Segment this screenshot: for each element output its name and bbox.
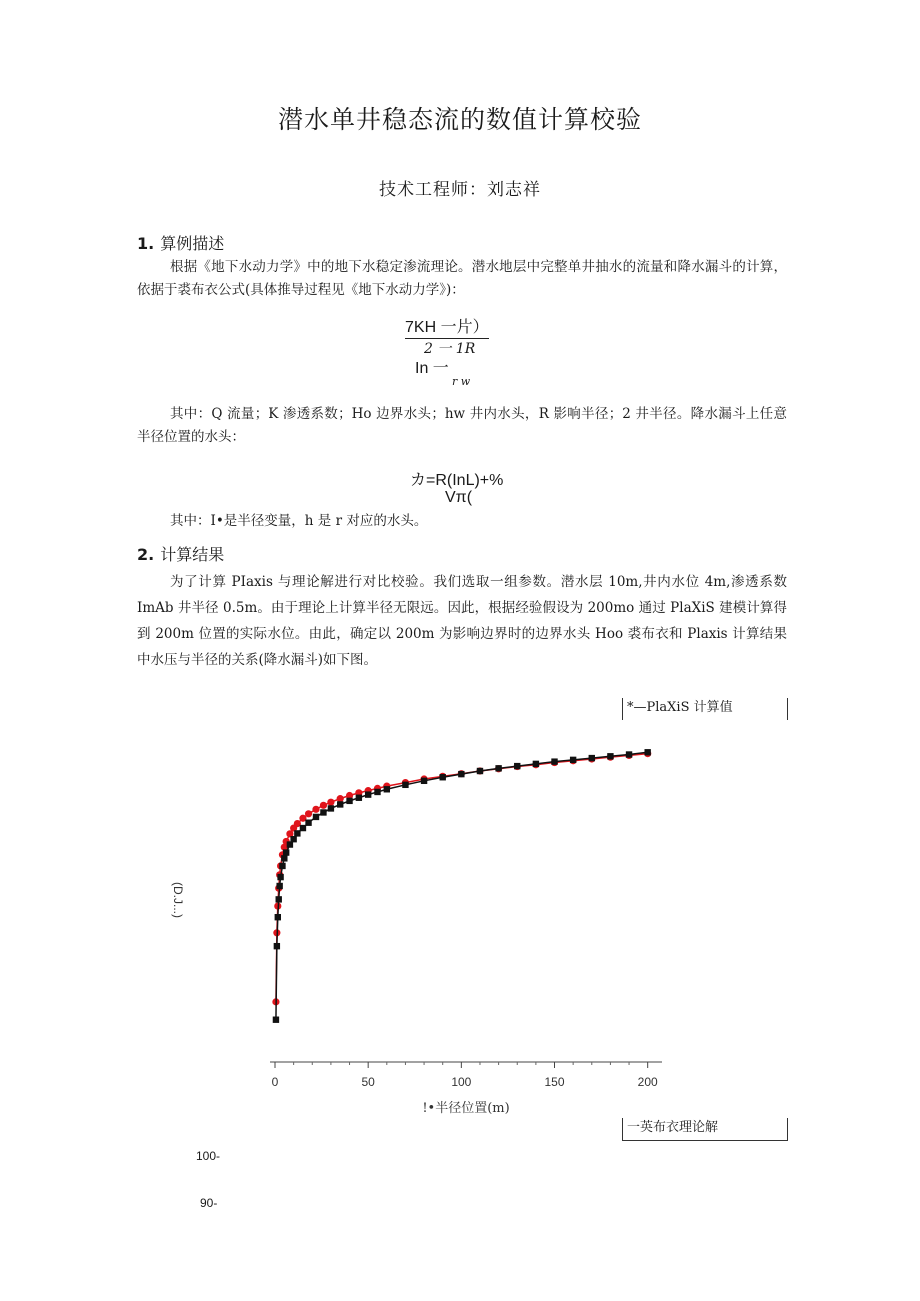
data-point <box>312 806 319 813</box>
data-point <box>276 896 282 902</box>
data-point <box>290 836 296 842</box>
data-point <box>273 1017 279 1023</box>
data-point <box>337 801 343 807</box>
legend-plaxis-label: *—PlaXiS 计算值 <box>627 700 733 715</box>
author-line: 技术工程师：刘志祥 <box>379 180 541 200</box>
formula1-numerator: 7KH 一片） <box>405 314 489 339</box>
data-point <box>374 789 380 795</box>
data-point <box>294 830 300 836</box>
y-axis-label: (D.J...) <box>171 882 185 918</box>
data-point <box>320 809 326 815</box>
data-point <box>589 755 595 761</box>
data-point <box>337 795 344 802</box>
data-point <box>356 795 362 801</box>
data-point <box>276 883 282 889</box>
formula2-line2: Vπ( <box>445 489 473 506</box>
data-point <box>277 874 283 880</box>
legend-plaxis <box>622 698 788 720</box>
formula2-line1: カ=R(InL)+% <box>410 472 504 489</box>
section-number: 2. <box>137 545 155 564</box>
formula1-denominator: 2 一 1R <box>424 341 476 357</box>
x-tick-label: 150 <box>544 1075 565 1089</box>
data-point <box>440 774 446 780</box>
data-point <box>626 751 632 757</box>
section-heading-1 <box>137 231 224 254</box>
data-point <box>300 825 306 831</box>
data-point <box>328 805 334 811</box>
data-point <box>305 810 312 817</box>
data-point <box>495 765 501 771</box>
data-point <box>644 749 650 755</box>
data-point <box>365 791 371 797</box>
section1-explanation: 其中：Q 流量；K 渗透系数；Ho 边界水头；hw 井内水头，R 影响半径；2 井半径。降水漏斗上任意半径位置的水头： <box>137 406 787 445</box>
x-axis-label: !•半径位置(m) <box>422 1101 510 1116</box>
section2-paragraph: 为了计算 PIaxis 与理论解进行对比校验。我们选取一组参数。潜水层 10m,井内水位 4m,渗透系数 ImAb 井半径 0.5m。由于理论上计算半径无限远。因此，根据经验假设为 200mo 通过 PlaXiS 建模计算得到 200m 位置的实际水位。由此，确定以 200m 为影响边界时的边界水头 Hoo 裘布衣和 Plaxis 计算结果中水压与半径的关系(降水漏斗)如下图。 <box>137 574 787 668</box>
data-point <box>570 757 576 763</box>
x-tick-label: 50 <box>361 1075 375 1089</box>
data-point <box>514 763 520 769</box>
legend-theory <box>622 1118 788 1141</box>
data-point <box>305 820 311 826</box>
drawdown-chart <box>160 720 680 1120</box>
x-tick-label: 0 <box>271 1075 279 1089</box>
section1-explanation2: 其中：I•是半径变量，h 是 r 对应的水头。 <box>170 513 428 529</box>
series-line <box>276 752 648 1019</box>
data-point <box>346 798 352 804</box>
data-point <box>279 863 285 869</box>
formula1-ln: In 一 <box>415 360 449 377</box>
formula1-rw: r w <box>452 375 471 388</box>
legend-theory-label: 一英布衣理论解 <box>627 1120 719 1135</box>
data-point <box>458 771 464 777</box>
chart2-y-tick: 100- <box>196 1149 221 1163</box>
data-point <box>313 814 319 820</box>
page-title: 潜水单井稳态流的数值计算校验 <box>277 105 642 134</box>
section-title: 算例描述 <box>160 234 225 253</box>
section1-paragraph: 根据《地下水动力学》中的地下水稳定渗流理论。潜水地层中完整单井抽水的流量和降水漏斗的计算，依据于裘布衣公式(具体推导过程见《地下水动力学》)： <box>137 259 787 298</box>
data-point <box>275 914 281 920</box>
data-point <box>421 778 427 784</box>
data-point <box>607 753 613 759</box>
section-number: 1. <box>137 234 155 253</box>
chart2-y-tick: 90- <box>200 1196 218 1210</box>
x-tick-label: 200 <box>637 1075 658 1089</box>
data-point <box>274 943 280 949</box>
series-line <box>276 754 648 1002</box>
data-point <box>477 768 483 774</box>
data-point <box>384 786 390 792</box>
data-point <box>327 799 334 806</box>
data-point <box>281 855 287 861</box>
data-point <box>283 849 289 855</box>
x-tick-label: 100 <box>451 1075 472 1089</box>
section-heading-2 <box>137 542 224 565</box>
data-point <box>551 758 557 764</box>
data-point <box>320 802 327 809</box>
data-point <box>402 782 408 788</box>
data-point <box>533 761 539 767</box>
section-title: 计算结果 <box>160 545 225 564</box>
